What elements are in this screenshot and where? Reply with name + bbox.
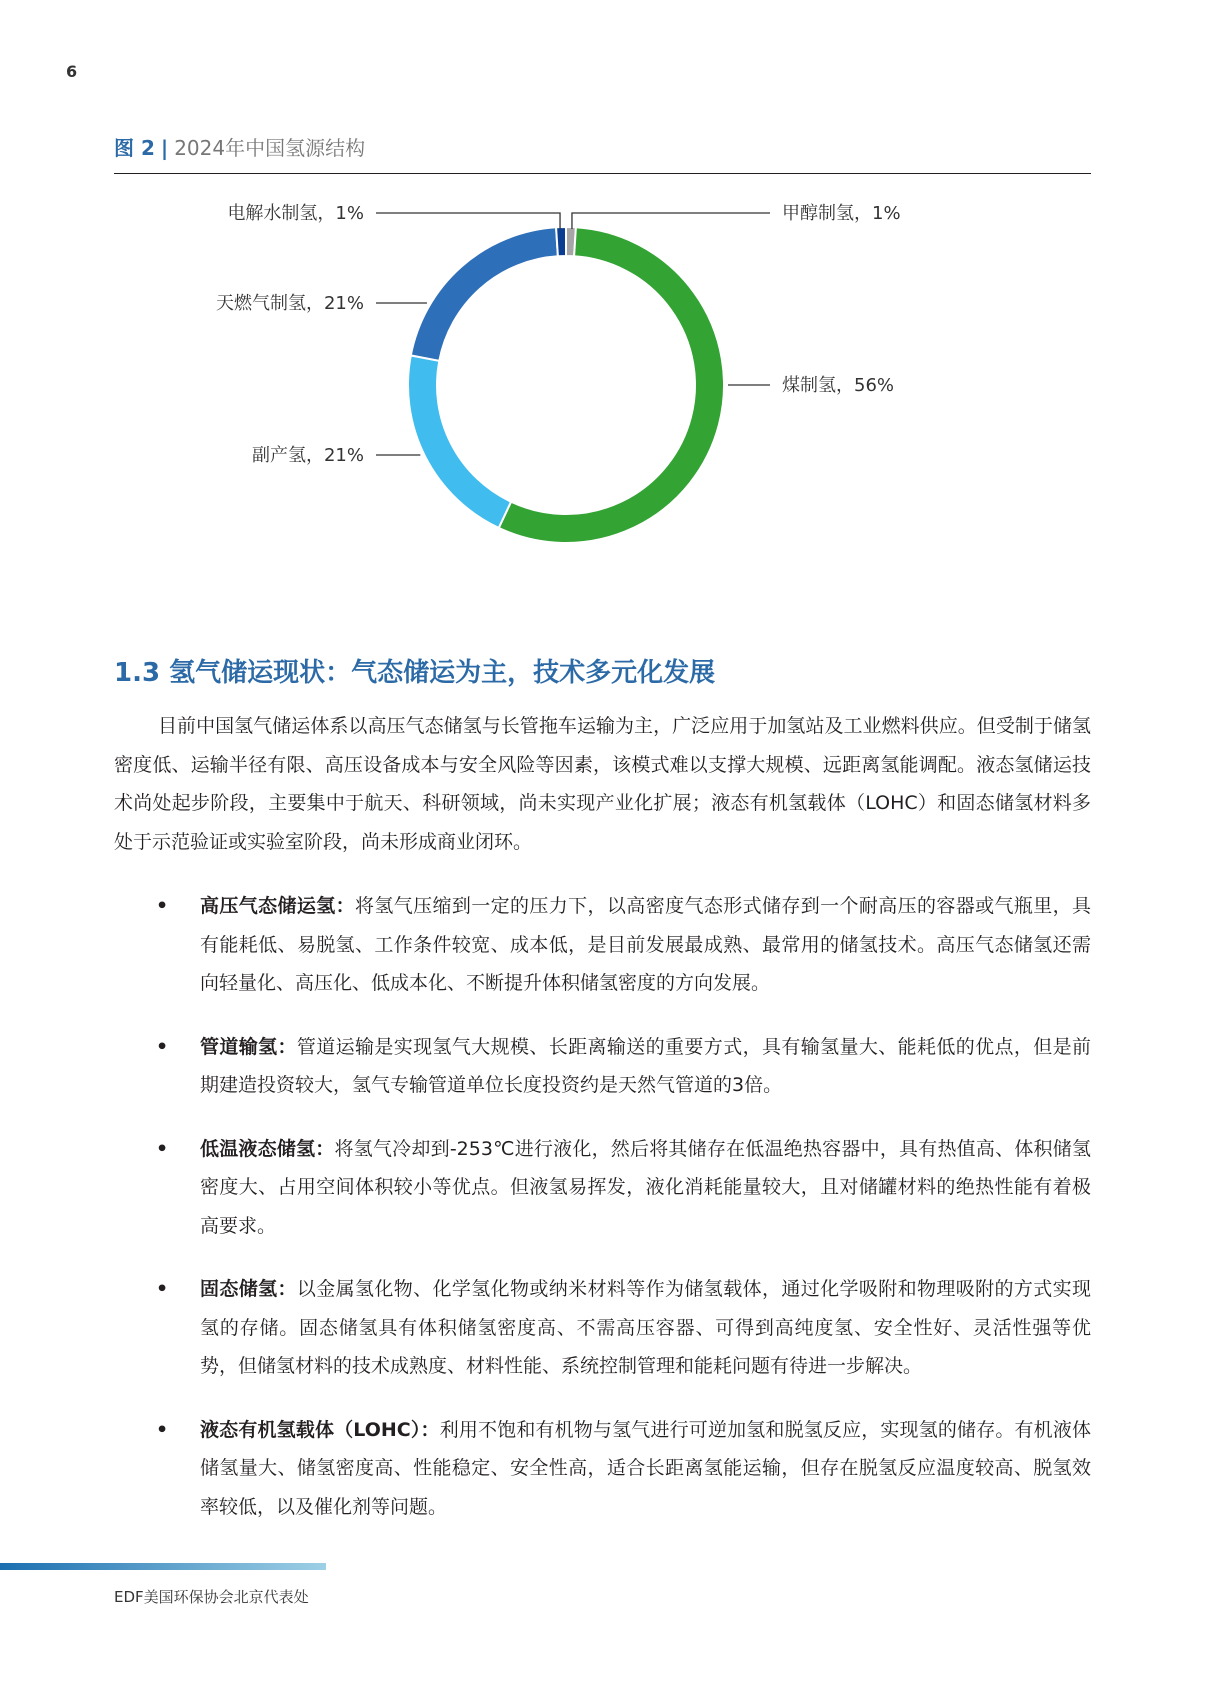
bullet-term: 高压气态储运氢： xyxy=(200,895,356,917)
figure-separator: | xyxy=(160,136,169,160)
bullet-text: 将氢气压缩到一定的压力下，以高密度气态形式储存到一个耐高压的容器或气瓶里，具有能耗低、易脱氢、工作条件较宽、成本低，是目前发展最成熟、最常用的储氢技术。高压气态储氢还需向轻量化、高压化、低成本化、不断提升体积储氢密度的方向发展。 xyxy=(200,895,1091,994)
bullet-list xyxy=(156,887,1091,1526)
bullet-text: 以金属氢化物、化学氢化物或纳米材料等作为储氢载体，通过化学吸附和物理吸附的方式实现氢的存储。固态储氢具有体积储氢密度高、不需高压容器、可得到高纯度氢、安全性好、灵活性强等优势，但储氢材料的技术成熟度、材料性能、系统控制管理和能耗问题有待进一步解决。 xyxy=(200,1278,1091,1377)
slice-label-4: 天燃气制氢，21% xyxy=(215,293,364,314)
section-title: 1.3 氢气储运现状：气态储运为主，技术多元化发展 xyxy=(114,658,716,688)
list-item xyxy=(156,887,1091,1003)
slice-label-5: 电解水制氢，1% xyxy=(227,203,364,224)
donut-slice-3 xyxy=(408,355,511,528)
bullet-term: 液态有机氢载体（LOHC）： xyxy=(200,1418,440,1441)
donut-slice-2 xyxy=(499,227,724,543)
slice-label-1: 甲醇制氢，1% xyxy=(782,203,901,224)
page-number: 6 xyxy=(66,62,78,81)
leader-line-5 xyxy=(376,213,560,229)
bullet-text: 管道运输是实现氢气大规模、长距离输送的重要方式，具有输氢量大、能耗低的优点，但是前期建造投资较大，氢气专输管道单位长度投资约是天然气管道的3倍。 xyxy=(200,1035,1091,1096)
donut-chart xyxy=(114,190,1091,570)
figure-number: 图 2 xyxy=(114,136,155,160)
list-item xyxy=(156,1270,1091,1386)
intro-paragraph: 目前中国氢气储运体系以高压气态储氢与长管拖车运输为主，广泛应用于加氢站及工业燃料供应。但受制于储氢密度低、运输半径有限、高压设备成本与安全风险等因素，该模式难以支撑大规模、远距离氢能调配。液态氢储运技术尚处起步阶段，主要集中于航天、科研领域，尚未实现产业化扩展；液态有机氢载体（LOHC）和固态储氢材料多处于示范验证或实验室阶段，尚未形成商业闭环。 xyxy=(114,715,1091,853)
donut-slice-4 xyxy=(411,227,558,361)
footer-organization: EDF美国环保协会北京代表处 xyxy=(114,1588,309,1606)
bullet-term: 固态储氢： xyxy=(200,1278,297,1300)
figure-title: 2024年中国氢源结构 xyxy=(174,136,366,160)
bullet-term: 低温液态储氢： xyxy=(200,1137,335,1160)
figure-divider xyxy=(114,173,1091,174)
slice-label-3: 副产氢，21% xyxy=(251,445,364,466)
list-item xyxy=(156,1411,1091,1527)
slice-label-2: 煤制氢，56% xyxy=(782,375,895,396)
donut-slice-5 xyxy=(556,227,566,256)
leader-line-1 xyxy=(572,213,770,229)
bullet-text: 利用不饱和有机物与氢气进行可逆加氢和脱氢反应，实现氢的储存。有机液体储氢量大、储氢密度高、性能稳定、安全性高，适合长距离氢能运输，但存在脱氢反应温度较高、脱氢效率较低，以及催化剂等问题。 xyxy=(200,1418,1091,1518)
footer-accent-bar xyxy=(0,1563,326,1570)
bullet-term: 管道输氢： xyxy=(200,1035,297,1058)
bullet-text: 将氢气冷却到-253℃进行液化，然后将其储存在低温绝热容器中，具有热值高、体积储氢密度大、占用空间体积较小等优点。但液氢易挥发，液化消耗能量较大，且对储罐材料的绝热性能有着极高要求。 xyxy=(200,1137,1091,1237)
figure-heading xyxy=(114,132,365,161)
list-item xyxy=(156,1130,1091,1246)
list-item xyxy=(156,1028,1091,1105)
